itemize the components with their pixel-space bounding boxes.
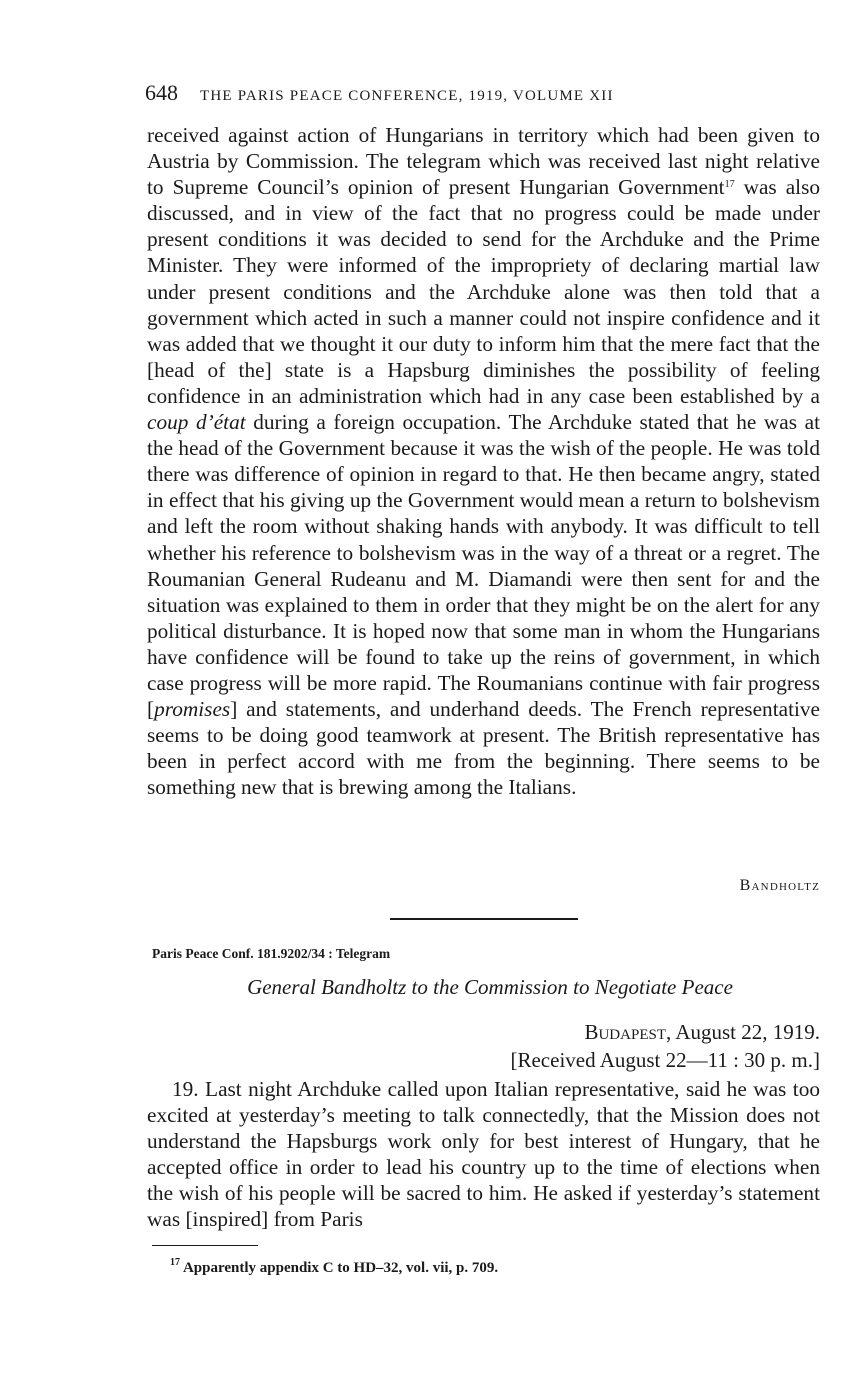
received-line: [Received August 22—11 : 30 p. m.] [510,1048,820,1072]
dateline-place: Budapest [584,1020,666,1044]
p1-text-d: ] and statements, and underhand deeds. The French representative seems to be doing good teamwork at present. The British representative has been in perfect accord with me from the beginning. There seems to be something new that is brewing among the Italians. [147,697,820,800]
signature: Bandholtz [739,877,820,894]
p1-italic-phrase: coup d’état [147,410,246,435]
p1-text-b: was also discussed, and in view of the fact that no progress could be made under present conditions it was decided to send for the Archduke and the Prime Minister. They were informed of the impropriety of declaring martial law under present conditions and the Archduke alone was then told that a government which acted in such a manner could not inspire confidence and it was added that we thought it our duty to inform him that the mere fact that the [head of the] state is a Hapsburg diminishes the possibility of feeling confidence in an administration which had in any case been established by a [147,175,821,408]
section-divider [390,918,578,920]
file-reference: Paris Peace Conf. 181.9202/34 : Telegram [152,946,391,961]
p1-text-c: during a foreign occupation. The Archduke stated that he was at the head of the Government because it was the wish of the people. He was told there was difference of opinion in regard to that. He then became angry, stated in effect that his giving up the Government would mean a return to bolshevism and left the room without shaking hands with anybody. It was difficult to tell whether his reference to bolshevism was in the way of a threat or a regret. The Roumanian General Rudeanu and M. Diamandi were then sent for and the situation was explained to them in order that they might be on the alert for any political disturbance. It is hoped now that some man in whom the Hungarians have confidence will be found to take up the reins of government, in which case progress will be more rapid. The Roumanians continue with fair progress [ [147,410,820,722]
running-header [145,80,825,106]
p1-text-a: received against action of Hungarians in territory which had been given to Austria by Commission. The telegram which was received last night relative to Supreme Council’s opinion of present Hungarian Government [147,123,820,200]
document-title: General Bandholtz to the Commission to Negotiate Peace [247,975,733,999]
body-paragraph-1 [147,122,820,800]
footnote-number: 17 [170,1257,180,1268]
footnote-reference: 17 [724,179,735,191]
p1-italic-word: promises [154,697,231,722]
page-number: 648 [145,80,178,105]
place-date-line [400,1018,820,1046]
body-paragraph-2: 19. Last night Archduke called upon Italian representative, said he was too excited at yesterday’s meeting to talk connectedly, that the Mission does not understand the Hapsburgs work only for best interest of Hungary, that he accepted office in order to lead his country up to the time of elections when the wish of his people will be sacred to him. He asked if yesterday’s statement was [inspired] from Paris [147,1077,820,1232]
footnote-text: Apparently appendix C to HD–32, vol. vii, p. 709. [182,1260,499,1276]
footnote-divider [152,1245,258,1246]
footnote [170,1257,499,1277]
dateline [400,1018,820,1074]
dateline-date: , August 22, 1919. [665,1020,820,1044]
running-title: THE PARIS PEACE CONFERENCE, 1919, VOLUME XII [200,88,614,104]
